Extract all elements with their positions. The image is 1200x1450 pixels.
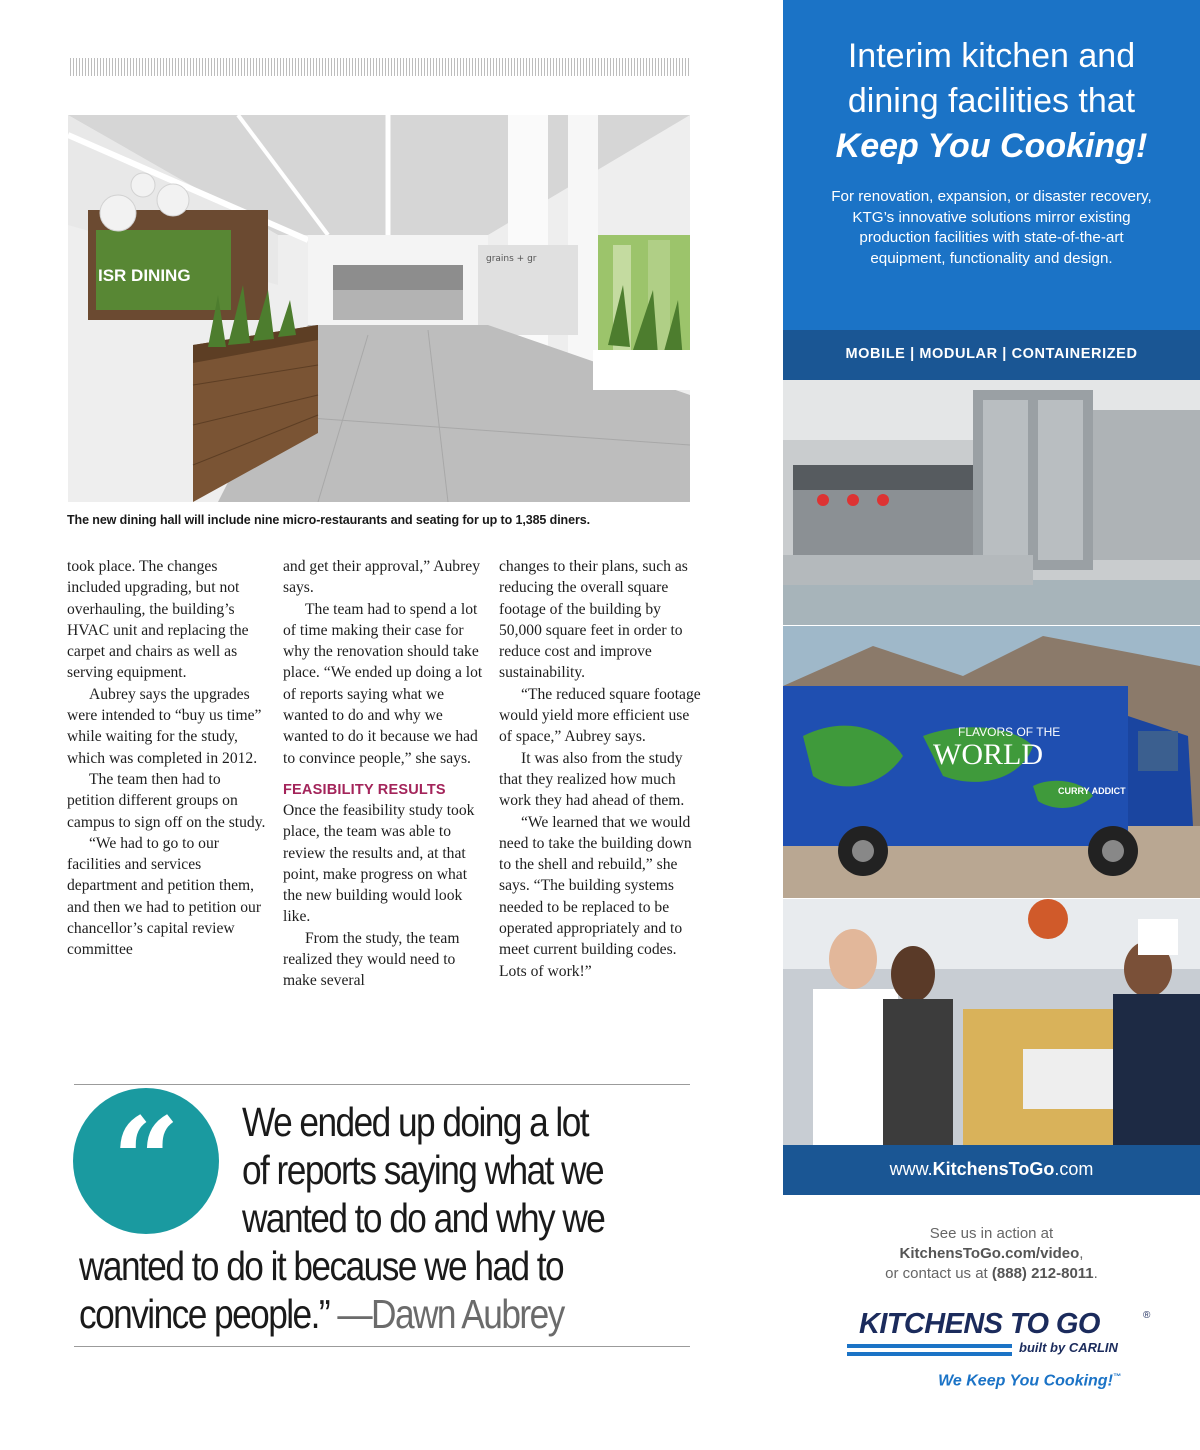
ad-contact-info (783, 1224, 1200, 1284)
pullquote-bottom-rule (74, 1346, 690, 1347)
paragraph: “The reduced square footage would yield more efficient use of space,” Aubrey says. (499, 685, 701, 746)
truck-text-curry: CURRY ADDICT (1058, 786, 1126, 796)
phone-number[interactable]: (888) 212-8011 (991, 1265, 1094, 1282)
paragraph: The team then had to petition different groups on campus to sign off on the study. (67, 770, 266, 831)
pullquote-lines-indented (242, 1098, 604, 1242)
pullquote-line: wanted to do it because we had to (79, 1243, 564, 1289)
decorative-rule (70, 58, 690, 76)
paragraph: The team had to spend a lot of time making their case for why the renovation should take place. “We ended up doing a lot of reports saying what we wanted to do and why we wanted to do it because we had to convince people,” she says. (283, 600, 483, 767)
url-suffix: .com (1054, 1159, 1094, 1179)
students-dining-photo (783, 899, 1200, 1145)
article-column-1 (67, 556, 272, 961)
ad-headline-line: dining facilities that (847, 82, 1136, 120)
paragraph: It was also from the study that they realized how much work they had ahead of them. (499, 749, 685, 810)
quote-mark-icon (73, 1088, 219, 1234)
paragraph: took place. The changes included upgrading, but not overhauling, the building’s HVAC unit and replacing the carpet and chairs as well as serving equipment. (67, 558, 249, 682)
dining-hall-rendering (68, 115, 690, 502)
pullquote-line: We ended up doing a lot (242, 1099, 589, 1145)
truck-text-flavors: FLAVORS OF THE (958, 725, 1061, 739)
pullquote-top-rule (74, 1084, 690, 1085)
pullquote-last-line (79, 1290, 564, 1338)
video-link[interactable]: KitchensToGo.com/video (899, 1245, 1080, 1262)
paragraph: and get their approval,” Aubrey says. (283, 558, 481, 597)
logo-registered-mark: ® (1143, 1310, 1151, 1321)
pullquote-line: convince people.” (79, 1291, 330, 1337)
ad-website-bar[interactable] (783, 1145, 1200, 1195)
logo-wordmark: KITCHENS TO GO (859, 1308, 1100, 1340)
quote-glyph: “ (112, 1091, 180, 1230)
pullquote-line: of reports saying what we (242, 1147, 604, 1193)
tagline-trademark: ™ (1112, 1372, 1121, 1381)
ad-tagline (783, 1372, 1200, 1390)
kitchens-to-go-logo (847, 1308, 1167, 1368)
ad-headline-emphasis: Keep You Cooking! (835, 127, 1148, 165)
ad-body-text: For renovation, expansion, or disaster recovery, KTG’s innovative solutions mirror existing production facilities with state-of-the-art equipment, functionality and design. (831, 188, 1152, 267)
rendering-sign-grains: grains + gr (486, 254, 537, 264)
kitchen-equipment-photo (783, 380, 1200, 625)
paragraph: From the study, the team realized they would need to make several (283, 929, 460, 990)
paragraph: Aubrey says the upgrades were intended to “buy us time” while waiting for the study, which was completed in 2012. (67, 685, 262, 767)
contact-phone-line (783, 1264, 1200, 1284)
ad-features-band (783, 330, 1200, 380)
ad-headline-line: Interim kitchen and (847, 37, 1136, 75)
ad-website-link[interactable] (783, 1159, 1200, 1180)
rendering-sign-isr-dining: ISR DINING (98, 266, 191, 285)
paragraph: changes to their plans, such as reducing the overall square footage of the building by 50,000 square feet in order to reduce cost and improve sustainability. (499, 558, 688, 682)
kitchens-to-go-ad[interactable] (783, 0, 1200, 1450)
contact-video-line (783, 1244, 1200, 1264)
photo-caption: The new dining hall will include nine micro-restaurants and seating for up to 1,385 diners. (67, 513, 590, 527)
paragraph: “We learned that we would need to take the building down to the shell and rebuild,” she says. “The building systems needed to be replaced to be operated appropriately and to meet current building codes. Lots of work!” (499, 813, 692, 980)
pullquote-attribution: —Dawn Aubrey (337, 1291, 564, 1337)
logo-built-by: built by CARLIN (1019, 1340, 1118, 1355)
pullquote-line: wanted to do and why we (242, 1195, 605, 1241)
logo-stripe (847, 1352, 1012, 1356)
contact-post: . (1093, 1265, 1098, 1282)
pullquote-lines-full (79, 1242, 564, 1338)
contact-line: See us in action at (929, 1225, 1054, 1242)
url-prefix: www. (889, 1159, 933, 1179)
contact-comma: , (1079, 1245, 1084, 1262)
ad-features-text: MOBILE | MODULAR | CONTAINERIZED (845, 346, 1138, 362)
ad-headline (783, 34, 1200, 169)
ad-header-panel (783, 0, 1200, 330)
tagline-text: We Keep You Cooking! (938, 1372, 1113, 1390)
truck-text-world: WORLD (933, 738, 1043, 771)
section-subhead: FEASIBILITY RESULTS (283, 781, 446, 798)
paragraph: Once the feasibility study took place, the team was able to review the results and, at that point, make progress on what the new building would look like. (283, 801, 475, 926)
url-domain: KitchensToGo (932, 1159, 1055, 1179)
logo-stripe (847, 1344, 1012, 1348)
article-column-2 (283, 556, 488, 992)
contact-pre: or contact us at (885, 1265, 992, 1282)
food-truck-photo (783, 626, 1200, 898)
paragraph: “We had to go to our facilities and services department and petition them, and then we had to petition our chancellor’s capital review committee (67, 834, 262, 959)
article-column-3 (499, 556, 704, 982)
